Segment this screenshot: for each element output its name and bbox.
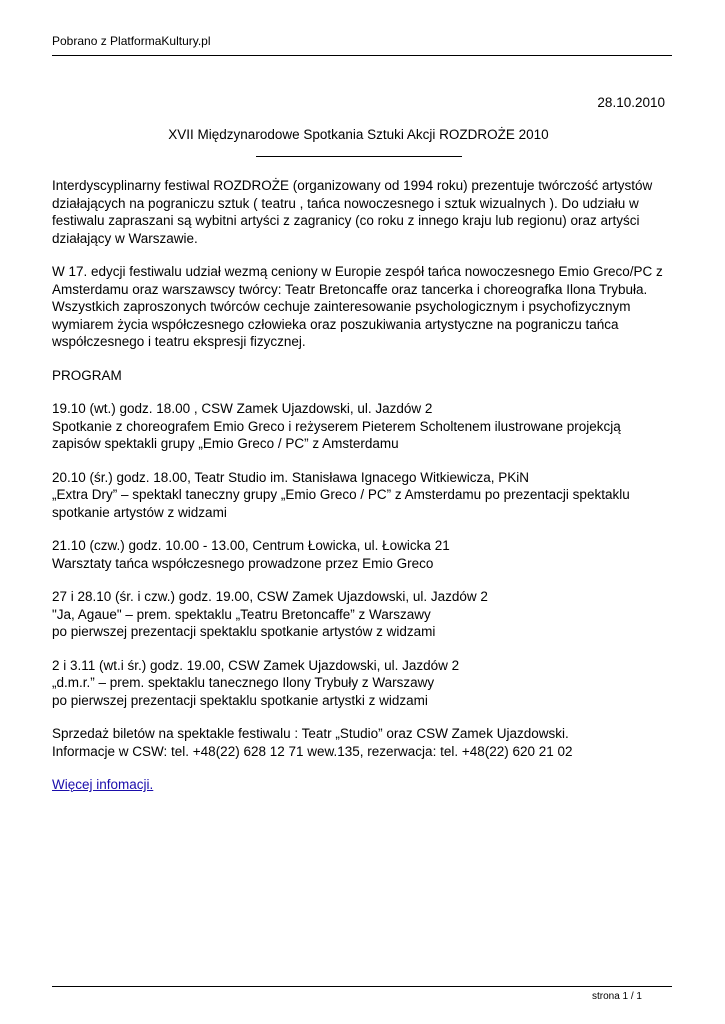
text-line: "Ja, Agaue" – prem. spektaklu „Teatru Bretoncaffe” z Warszawy bbox=[52, 606, 431, 622]
program-item bbox=[52, 657, 672, 710]
intro-paragraph bbox=[52, 177, 672, 247]
text-line: „Extra Dry” – spektakl taneczny grupy „Emio Greco / PC” z Amsterdamu po prezentacji spektaklu bbox=[52, 487, 630, 502]
text-line: po pierwszej prezentacji spektaklu spotkanie artystki z widzami bbox=[52, 692, 428, 708]
text-line: 21.10 (czw.) godz. 10.00 - 13.00, Centrum Łowicka, ul. Łowicka 21 bbox=[52, 538, 450, 553]
edition-paragraph bbox=[52, 263, 672, 351]
text-line: po pierwszej prezentacji spektaklu spotkanie artystów z widzami bbox=[52, 624, 436, 639]
title-underline bbox=[256, 156, 462, 157]
text-line: działających na pograniczu sztuk ( teatru , tańca nowoczesnego i sztuk wizualnych ). Do udziału w bbox=[52, 195, 639, 211]
text-line: W 17. edycji festiwalu udział wezmą ceniony w Europie zespół tańca nowoczesnego Emio Greco/PC z bbox=[52, 264, 663, 279]
tickets-paragraph bbox=[52, 725, 672, 760]
article-body bbox=[52, 177, 672, 810]
program-heading-text: PROGRAM bbox=[52, 367, 122, 383]
program-item bbox=[52, 400, 672, 453]
article-date: 28.10.2010 bbox=[597, 95, 665, 110]
text-line: festiwalu zapraszani są wybitni artyści z zagranicy (co roku z innego kraju lub regionu) oraz artyści bbox=[52, 213, 640, 228]
bottom-divider bbox=[52, 986, 672, 987]
article-title: XVII Międzynarodowe Spotkania Sztuki Akcji ROZDROŻE 2010 bbox=[168, 127, 549, 142]
text-line: spotkanie artystów z widzami bbox=[52, 504, 227, 520]
program-item bbox=[52, 469, 672, 522]
text-line: Informacje w CSW: tel. +48(22) 628 12 71 wew.135, rezerwacja: tel. +48(22) 620 21 02 bbox=[52, 743, 573, 759]
text-line: „d.m.r.” – prem. spektaklu tanecznego Ilony Trybuły z Warszawy bbox=[52, 675, 435, 690]
text-line: Amsterdamu oraz warszawscy twórcy: Teatr Bretoncaffe oraz tancerka i choreografka Ilona Trybuła. bbox=[52, 281, 648, 297]
text-line: Wszystkich zaproszonych twórców cechuje zainteresowanie psychologicznym i psychofizycznym bbox=[52, 299, 631, 314]
text-line: Sprzedaż biletów na spektakle festiwalu : Teatr „Studio” oraz CSW Zamek Ujazdowski. bbox=[52, 726, 569, 741]
text-line: 20.10 (śr.) godz. 18.00, Teatr Studio im. Stanisława Ignacego Witkiewicza, PKiN bbox=[52, 469, 529, 485]
more-info-link[interactable]: Więcej infomacji. bbox=[52, 777, 154, 792]
text-line: Spotkanie z choreografem Emio Greco i reżyserem Pieterem Scholtenem ilustrowane projekcją bbox=[52, 418, 621, 434]
text-line: 19.10 (wt.) godz. 18.00 , CSW Zamek Ujazdowski, ul. Jazdów 2 bbox=[52, 401, 433, 416]
text-line: współczesnego i teatru ekspresji fizycznej. bbox=[52, 334, 306, 349]
text-line: Warsztaty tańca współczesnego prowadzone przez Emio Greco bbox=[52, 555, 434, 571]
source-header: Pobrano z PlatformaKultury.pl bbox=[52, 34, 211, 48]
text-line: 2 i 3.11 (wt.i śr.) godz. 19.00, CSW Zamek Ujazdowski, ul. Jazdów 2 bbox=[52, 657, 460, 673]
text-line: Interdyscyplinarny festiwal ROZDROŻE (organizowany od 1994 roku) prezentuje twórczość artystów bbox=[52, 178, 653, 193]
text-line: wymiarem życia współczesnego człowieka oraz poszukiwania artystyczne na pograniczu tańca bbox=[52, 316, 619, 332]
text-line: działający w Warszawie. bbox=[52, 230, 198, 246]
page-number: strona 1 / 1 bbox=[591, 991, 642, 1002]
text-line: zapisów spektakli grupy „Emio Greco / PC” z Amsterdamu bbox=[52, 436, 399, 451]
top-divider bbox=[52, 55, 672, 56]
more-info bbox=[52, 776, 672, 794]
program-item bbox=[52, 588, 672, 641]
program-item bbox=[52, 537, 672, 572]
text-line: 27 i 28.10 (śr. i czw.) godz. 19.00, CSW Zamek Ujazdowski, ul. Jazdów 2 bbox=[52, 589, 488, 604]
program-heading bbox=[52, 367, 672, 385]
